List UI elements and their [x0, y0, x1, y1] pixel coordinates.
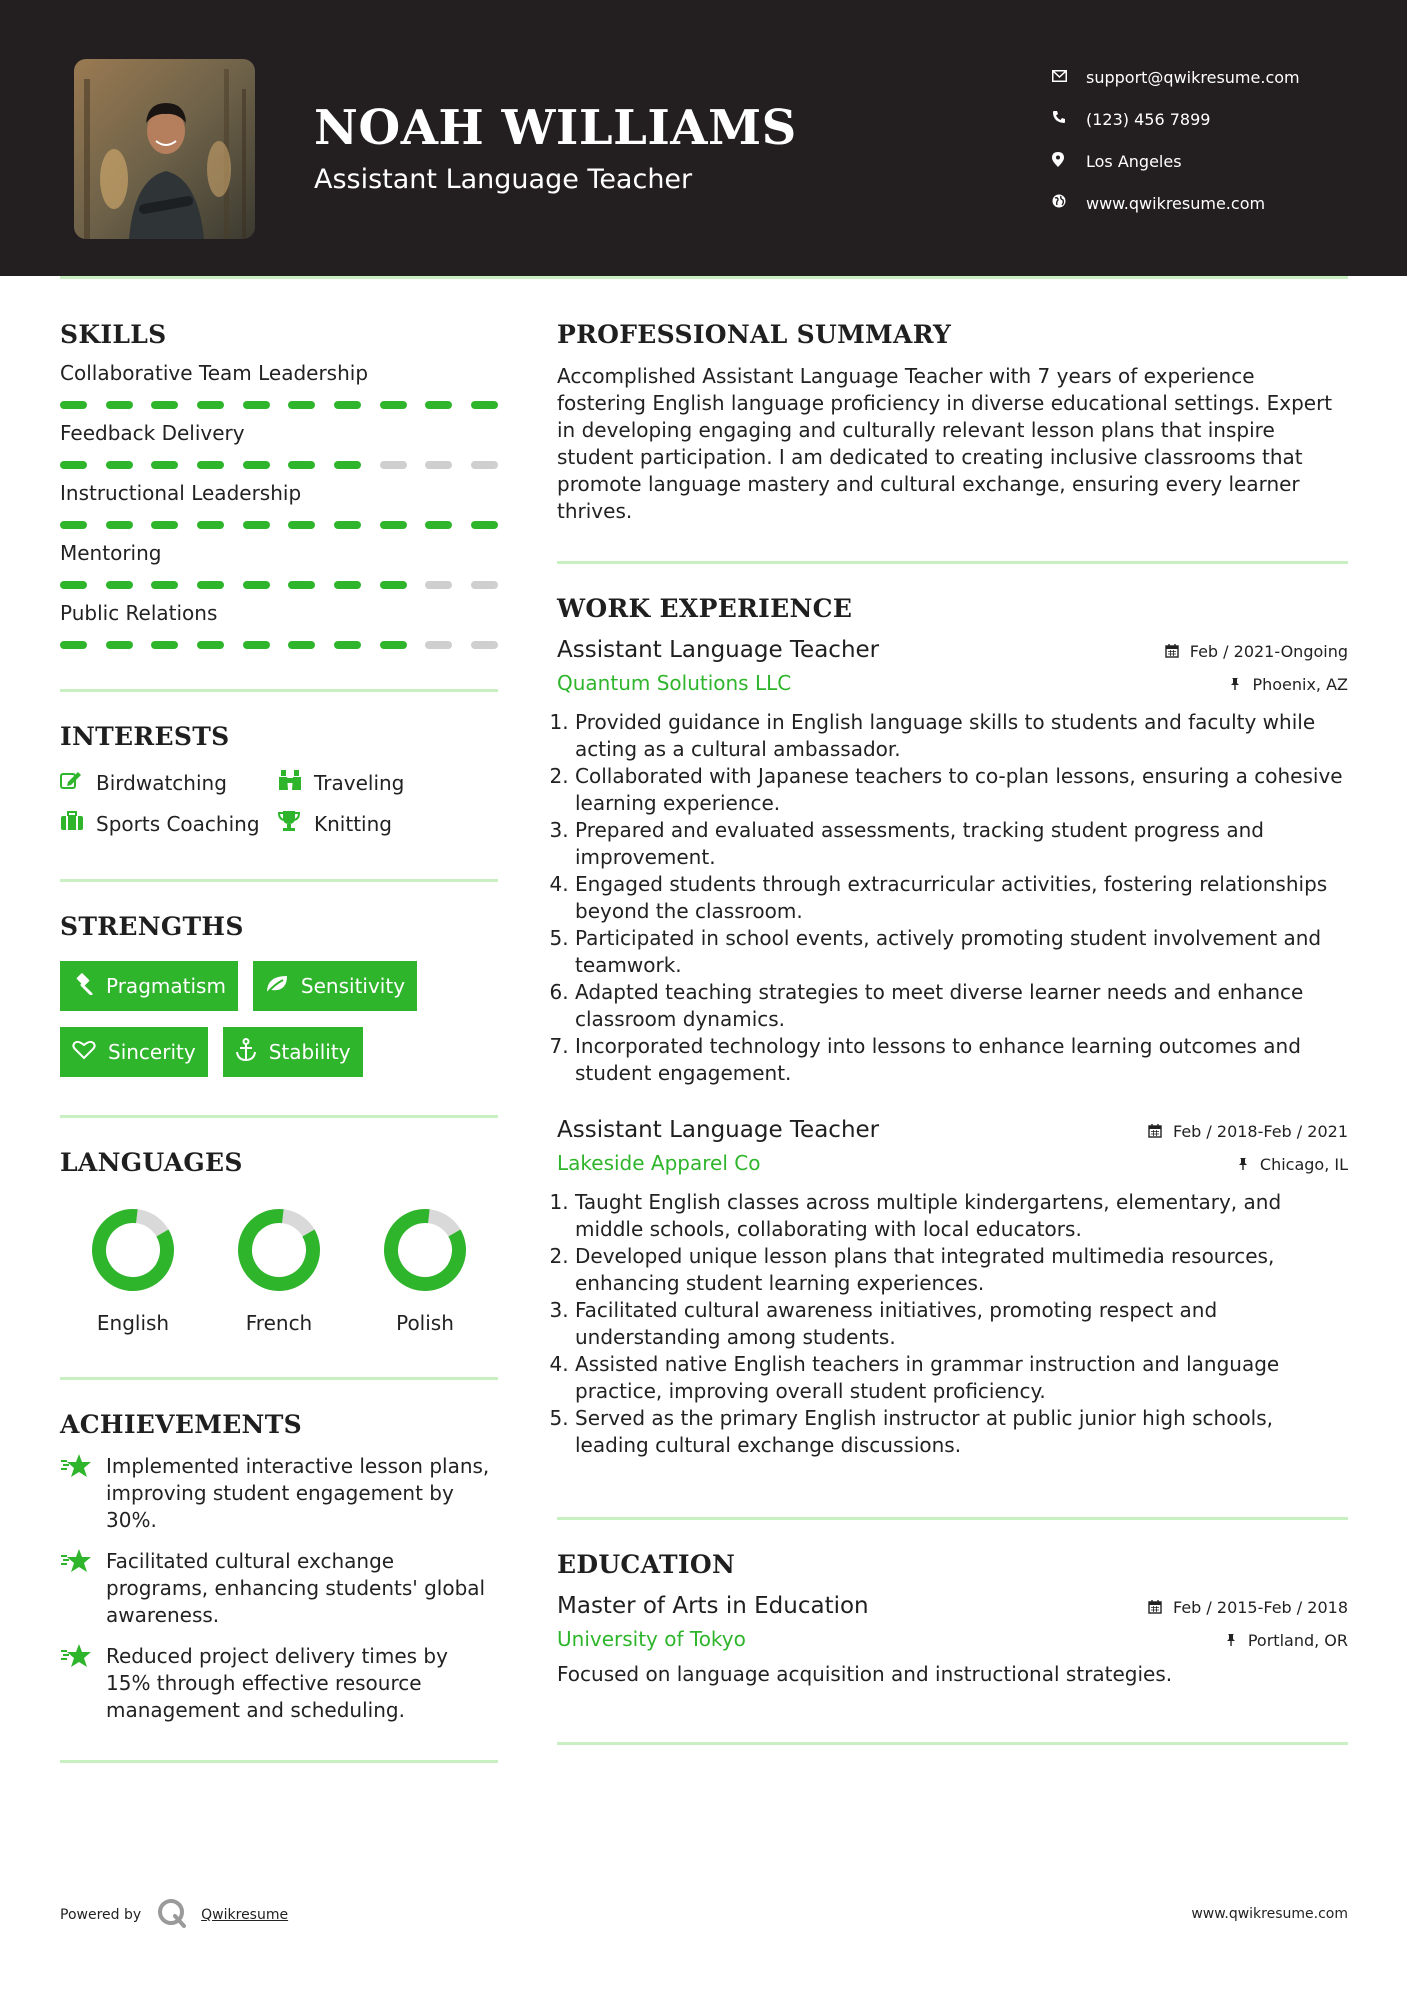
- candidate-role: Assistant Language Teacher: [314, 164, 693, 195]
- job-title: Assistant Language Teacher: [557, 1117, 880, 1143]
- job-date: Feb / 2018-Feb / 2021: [1148, 1122, 1348, 1141]
- leaf-icon: [265, 974, 289, 999]
- job-location: Chicago, IL: [1237, 1155, 1348, 1174]
- trophy-icon: [278, 810, 314, 837]
- job-title: Assistant Language Teacher: [557, 637, 880, 663]
- skill-level-dash: [106, 641, 133, 649]
- skill-level-dash: [334, 641, 361, 649]
- skills-list: [60, 361, 498, 649]
- education-entry: [557, 1593, 1348, 1688]
- skill-level-dash: [471, 461, 498, 469]
- skill-level-dash: [151, 641, 178, 649]
- skill-level-dash: [288, 581, 315, 589]
- skill-level-dash: [106, 401, 133, 409]
- company-name: Lakeside Apparel Co: [557, 1151, 761, 1175]
- education-location: Portland, OR: [1225, 1631, 1348, 1650]
- contact-phone[interactable]: (123) 456 7899: [1050, 98, 1390, 140]
- skill-level-dash: [380, 521, 407, 529]
- section-title: ACHIEVEMENTS: [60, 1410, 302, 1439]
- language-level-ring: [234, 1205, 324, 1295]
- list-item: 5. Participated in school events, actively promoting student involvement and teamwork.: [575, 925, 1348, 979]
- section-divider: [60, 1115, 498, 1118]
- language-level-ring: [380, 1205, 470, 1295]
- skill-level-dash: [471, 521, 498, 529]
- section-divider: [557, 1742, 1348, 1745]
- list-item: 1. Provided guidance in English language skills to students and faculty while acting as a cultural ambassador.: [575, 709, 1348, 763]
- left-column: [60, 320, 498, 1763]
- pin-icon: [1225, 1631, 1248, 1650]
- strength-badge: Sensitivity: [253, 961, 417, 1011]
- skill-level-dash: [243, 521, 270, 529]
- profile-photo: [74, 59, 255, 239]
- achievements-section: [60, 1410, 498, 1724]
- pin-icon: [1229, 675, 1252, 694]
- interests-section: [60, 722, 498, 837]
- contact-location: Los Angeles: [1050, 140, 1390, 182]
- list-item: 5. Served as the primary English instructor at public junior high schools, leading cultural exchange discussions.: [575, 1405, 1348, 1459]
- ring-fill: [234, 1205, 324, 1295]
- section-title: WORK EXPERIENCE: [557, 594, 853, 623]
- skill-level-dash: [151, 401, 178, 409]
- skill-level-dash: [471, 581, 498, 589]
- skill-level-dash: [60, 641, 87, 649]
- skill-level-dash: [60, 581, 87, 589]
- calendar-icon: [1148, 1598, 1173, 1617]
- skill-level-dash: [380, 461, 407, 469]
- star-icon: [60, 1548, 106, 1629]
- skill-level-dash: [471, 401, 498, 409]
- skill-level-dash: [425, 401, 452, 409]
- achievement-item: Implemented interactive lesson plans, improving student engagement by 30%.: [60, 1453, 498, 1534]
- skill-level-dash: [288, 461, 315, 469]
- qwikresume-logo-icon: [157, 1898, 187, 1932]
- skill-name: Feedback Delivery: [60, 421, 245, 445]
- list-item: 2. Collaborated with Japanese teachers to co-plan lessons, ensuring a cohesive learning experience.: [575, 763, 1348, 817]
- ring-fill: [380, 1205, 470, 1295]
- ring-fill: [88, 1205, 178, 1295]
- strength-badge: Pragmatism: [60, 961, 238, 1011]
- language-label: French: [245, 1311, 313, 1335]
- footer-branding: [60, 1898, 288, 1932]
- star-icon: [60, 1643, 106, 1724]
- education-description: Focused on language acquisition and instructional strategies.: [557, 1662, 1173, 1686]
- resume-header: [0, 0, 1407, 276]
- section-divider: [557, 1517, 1348, 1520]
- section-title: SKILLS: [60, 320, 167, 349]
- strength-badge: Stability: [223, 1027, 363, 1077]
- interest-item: Traveling: [278, 769, 498, 796]
- section-title: EDUCATION: [557, 1550, 736, 1579]
- language-item: [206, 1205, 352, 1335]
- footer-url[interactable]: www.qwikresume.com: [1191, 1906, 1348, 1922]
- section-title: PROFESSIONAL SUMMARY: [557, 320, 952, 349]
- skill-level-dash: [106, 521, 133, 529]
- skill-level-dash: [197, 461, 224, 469]
- list-item: 6. Adapted teaching strategies to meet diverse learner needs and enhance classroom dynamics.: [575, 979, 1348, 1033]
- list-item: 4. Engaged students through extracurricular activities, fostering relationships beyond the classroom.: [575, 871, 1348, 925]
- skill-level-dash: [471, 641, 498, 649]
- skill-level-dash: [151, 521, 178, 529]
- degree-title: Master of Arts in Education: [557, 1593, 869, 1619]
- skill-level-bar: [60, 641, 498, 649]
- skill-level-dash: [151, 581, 178, 589]
- work-section: [557, 594, 1348, 1459]
- interest-item: Sports Coaching: [60, 810, 278, 837]
- skill-level-dash: [380, 581, 407, 589]
- interest-item: Birdwatching: [60, 769, 278, 796]
- skill-level-dash: [425, 641, 452, 649]
- job-bullets: [557, 1189, 1348, 1459]
- skill-level-dash: [106, 461, 133, 469]
- skill-name: Public Relations: [60, 601, 218, 625]
- strength-badge: Sincerity: [60, 1027, 208, 1077]
- skill-level-dash: [334, 401, 361, 409]
- languages-section: [60, 1148, 498, 1335]
- star-icon: [60, 1453, 106, 1534]
- education-date: Feb / 2015-Feb / 2018: [1148, 1598, 1348, 1617]
- contact-list: [1050, 56, 1390, 224]
- section-divider: [60, 689, 498, 692]
- job-date: Feb / 2021-Ongoing: [1165, 642, 1348, 661]
- summary-text: Accomplished Assistant Language Teacher with 7 years of experience fostering English language proficiency in diverse educational settings. Expert in developing engaging and culturally relevant lesson plans that inspire student participation. I am dedicated to creating inclusive classrooms that promote language mastery and cultural exchange, ensuring every learner thrives.: [557, 364, 1333, 523]
- list-item: 4. Assisted native English teachers in grammar instruction and language practice, improving overall student proficiency.: [575, 1351, 1348, 1405]
- skill-level-dash: [197, 641, 224, 649]
- skill-level-dash: [425, 521, 452, 529]
- envelope-icon: [1050, 68, 1086, 86]
- skill-level-dash: [243, 641, 270, 649]
- briefcase-icon: [60, 811, 96, 836]
- skill-level-dash: [334, 581, 361, 589]
- language-label: English: [96, 1311, 170, 1335]
- header-divider: [60, 276, 1348, 279]
- globe-icon: [1050, 194, 1086, 212]
- calendar-icon: [1165, 642, 1190, 661]
- skill-level-bar: [60, 521, 498, 529]
- achievements-list: [60, 1453, 498, 1724]
- calendar-icon: [1148, 1122, 1173, 1141]
- skill-level-dash: [334, 461, 361, 469]
- heart-icon: [72, 1040, 96, 1065]
- languages-list: [60, 1205, 498, 1335]
- section-title: INTERESTS: [60, 722, 230, 751]
- skill-name: Mentoring: [60, 541, 162, 565]
- skill-level-dash: [60, 521, 87, 529]
- edit-icon: [60, 770, 96, 795]
- skill-level-dash: [288, 521, 315, 529]
- section-title: STRENGTHS: [60, 912, 244, 941]
- skill-level-dash: [60, 461, 87, 469]
- section-divider: [60, 1760, 498, 1763]
- school-name: University of Tokyo: [557, 1627, 746, 1651]
- list-item: 1. Taught English classes across multiple kindergartens, elementary, and middle schools, collaborating with local educators.: [575, 1189, 1348, 1243]
- job-entry: [557, 1117, 1348, 1459]
- skill-level-dash: [243, 461, 270, 469]
- phone-icon: [1050, 110, 1086, 128]
- contact-website[interactable]: www.qwikresume.com: [1050, 182, 1390, 224]
- language-item: [352, 1205, 498, 1335]
- job-bullets: [557, 709, 1348, 1087]
- language-level-ring: [88, 1205, 178, 1295]
- list-item: 3. Facilitated cultural awareness initiatives, promoting respect and understanding among students.: [575, 1297, 1348, 1351]
- section-divider: [60, 1377, 498, 1380]
- achievement-item: Facilitated cultural exchange programs, enhancing students' global awareness.: [60, 1548, 498, 1629]
- skill-level-dash: [288, 401, 315, 409]
- skill-level-dash: [425, 581, 452, 589]
- skill-level-bar: [60, 401, 498, 409]
- map-pin-icon: [1050, 152, 1086, 171]
- skill-level-bar: [60, 581, 498, 589]
- skill-name: Instructional Leadership: [60, 481, 302, 505]
- skill-level-dash: [197, 581, 224, 589]
- language-item: [60, 1205, 206, 1335]
- anchor-icon: [235, 1038, 257, 1067]
- interests-list: [60, 769, 498, 837]
- skill-level-dash: [380, 401, 407, 409]
- job-entry: [557, 637, 1348, 1087]
- skills-section: [60, 320, 498, 649]
- skill-level-bar: [60, 461, 498, 469]
- skill-level-dash: [60, 401, 87, 409]
- skill-level-dash: [425, 461, 452, 469]
- section-title: LANGUAGES: [60, 1148, 243, 1177]
- skill-level-dash: [106, 581, 133, 589]
- language-label: Polish: [396, 1311, 454, 1335]
- skill-level-dash: [288, 641, 315, 649]
- strengths-list: [60, 961, 498, 1077]
- skill-level-dash: [243, 401, 270, 409]
- skill-level-dash: [197, 521, 224, 529]
- interest-item: Knitting: [278, 810, 498, 837]
- skill-level-dash: [334, 521, 361, 529]
- strengths-section: [60, 912, 498, 1077]
- gavel-icon: [72, 973, 94, 1000]
- section-divider: [60, 879, 498, 882]
- summary-section: [557, 320, 1348, 525]
- brand-link[interactable]: Qwikresume: [201, 1907, 289, 1923]
- skill-name: Collaborative Team Leadership: [60, 361, 369, 385]
- list-item: 2. Developed unique lesson plans that integrated multimedia resources, enhancing student learning experiences.: [575, 1243, 1348, 1297]
- list-item: 7. Incorporated technology into lessons to enhance learning outcomes and student engagement.: [575, 1033, 1348, 1087]
- candidate-name: NOAH WILLIAMS: [314, 100, 797, 156]
- list-item: 3. Prepared and evaluated assessments, tracking student progress and improvement.: [575, 817, 1348, 871]
- skill-level-dash: [151, 461, 178, 469]
- skill-level-dash: [243, 581, 270, 589]
- skill-level-dash: [380, 641, 407, 649]
- right-column: [557, 320, 1348, 1745]
- job-location: Phoenix, AZ: [1229, 675, 1348, 694]
- contact-email[interactable]: support@qwikresume.com: [1050, 56, 1390, 98]
- powered-by-label: Powered by: [60, 1907, 142, 1923]
- section-divider: [557, 561, 1348, 564]
- pin-icon: [1237, 1155, 1260, 1174]
- education-section: [557, 1550, 1348, 1688]
- skill-level-dash: [197, 401, 224, 409]
- achievement-item: Reduced project delivery times by 15% through effective resource management and scheduling.: [60, 1643, 498, 1724]
- binoculars-icon: [278, 769, 314, 796]
- company-name: Quantum Solutions LLC: [557, 671, 792, 695]
